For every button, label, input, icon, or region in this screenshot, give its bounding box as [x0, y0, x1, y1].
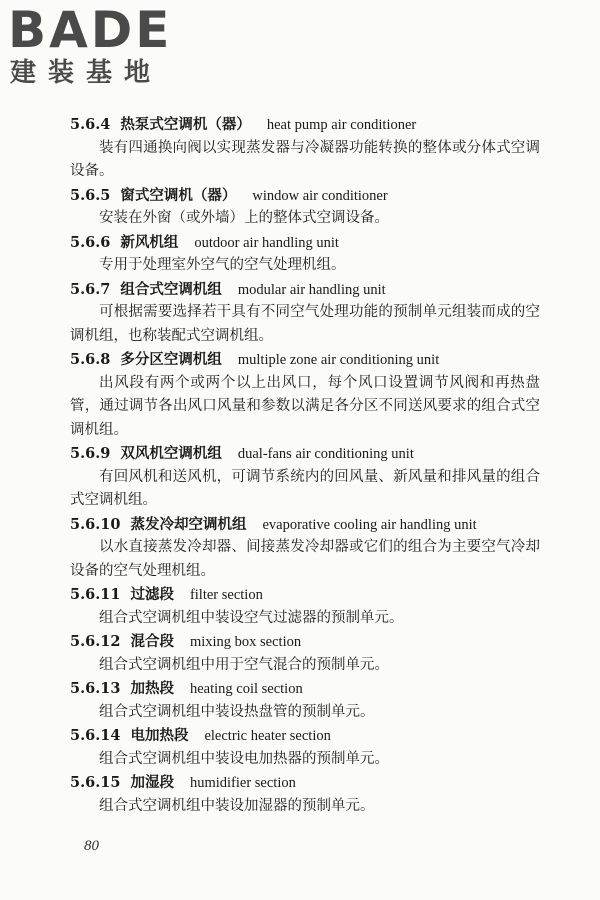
clause-number: 5.6.5: [70, 186, 111, 204]
chinese-term: 双风机空调机组: [120, 445, 222, 462]
chinese-term: 混合段: [130, 633, 174, 650]
glossary-entry: [70, 583, 540, 630]
entry-heading: [70, 724, 540, 748]
logo-chinese-name: 建装基地: [10, 58, 163, 88]
clause-number: 5.6.13: [70, 680, 121, 697]
clause-number: 5.6.9: [70, 445, 111, 462]
glossary-entry: [70, 677, 540, 724]
chinese-term: 新风机组: [120, 233, 179, 251]
clause-number: 5.6.7: [70, 280, 111, 298]
entry-heading: [70, 442, 540, 466]
entry-heading: [70, 771, 540, 795]
definition: 装有四通换向阀以实现蒸发器与冷凝器功能转换的整体或分体式空调设备。: [70, 139, 540, 179]
page-number: 80: [84, 838, 99, 854]
chinese-term: 电加热段: [130, 727, 189, 744]
glossary-entry: [70, 231, 540, 278]
clause-number: 5.6.4: [70, 116, 111, 133]
chinese-term: 加湿段: [130, 774, 174, 791]
glossary-entry: [70, 513, 540, 584]
definition: 组合式空调机组中装设电加热器的预制单元。: [99, 750, 389, 767]
english-term: modular air handling unit: [237, 281, 386, 298]
english-term: heating coil section: [189, 681, 303, 697]
clause-number: 5.6.14: [70, 727, 121, 744]
definition: 以水直接蒸发冷却器、间接蒸发冷却器或它们的组合为主要空气冷却设备的空气处理机组。: [70, 539, 540, 579]
chinese-term: 窗式空调机（器）: [120, 186, 237, 204]
chinese-term: 组合式空调机组: [120, 280, 222, 298]
glossary-entry: [70, 630, 540, 677]
entry-heading: [70, 231, 540, 255]
definition: 组合式空调机组中装设加湿器的预制单元。: [99, 797, 375, 814]
glossary-entry: [70, 771, 540, 818]
entry-heading: [70, 513, 540, 537]
english-term: outdoor air handling unit: [194, 234, 339, 251]
chinese-term: 过滤段: [130, 586, 174, 603]
clause-number: 5.6.6: [70, 233, 111, 251]
english-term: multiple zone air conditioning unit: [237, 352, 440, 368]
glossary-entry: [70, 724, 540, 771]
definition: 有回风机和送风机，可调节系统内的回风量、新风量和排风量的组合式空调机组。: [70, 468, 540, 508]
definition: 组合式空调机组中用于空气混合的预制单元。: [99, 656, 389, 673]
glossary-entry: [70, 113, 540, 184]
clause-number: 5.6.10: [70, 515, 121, 533]
glossary-content: [70, 113, 540, 818]
glossary-entry: [70, 442, 540, 513]
glossary-entry: [70, 184, 540, 231]
entry-heading: [70, 583, 540, 607]
english-term: mixing box section: [189, 634, 302, 650]
clause-number: 5.6.15: [70, 774, 121, 791]
english-term: electric heater section: [204, 728, 331, 744]
definition: 可根据需要选择若干具有不同空气处理功能的预制单元组装而成的空调机组，也称装配式空调机组。: [70, 304, 540, 344]
chinese-term: 多分区空调机组: [120, 351, 222, 368]
chinese-term: 加热段: [130, 680, 174, 697]
entry-heading: [70, 677, 540, 701]
definition: 组合式空调机组中装设空气过滤器的预制单元。: [99, 609, 404, 626]
english-term: dual-fans air conditioning unit: [237, 446, 414, 462]
clause-number: 5.6.11: [70, 586, 121, 603]
entry-heading: [70, 348, 540, 372]
logo: [6, 2, 206, 92]
english-term: humidifier section: [189, 775, 296, 791]
english-term: window air conditioner: [252, 187, 388, 204]
definition: 安装在外窗（或外墙）上的整体式空调设备。: [99, 210, 389, 226]
glossary-entry: [70, 348, 540, 442]
entry-heading: [70, 278, 540, 302]
english-term: heat pump air conditioner: [266, 117, 417, 133]
english-term: evaporative cooling air handling unit: [262, 516, 477, 533]
definition: 专用于处理室外空气的空气处理机组。: [99, 257, 346, 273]
entry-heading: [70, 113, 540, 137]
entry-heading: [70, 630, 540, 654]
glossary-entry: [70, 278, 540, 349]
definition: 组合式空调机组中装设热盘管的预制单元。: [99, 703, 375, 720]
logo-wordmark: BADE: [8, 1, 173, 59]
chinese-term: 蒸发冷却空调机组: [130, 515, 247, 533]
definition: 出风段有两个或两个以上出风口，每个风口设置调节风阀和再热盘管，通过调节各出风口风量和参数以满足各分区不同送风要求的组合式空调机组。: [70, 374, 540, 438]
entry-heading: [70, 184, 540, 208]
english-term: filter section: [189, 587, 263, 603]
clause-number: 5.6.12: [70, 633, 121, 650]
chinese-term: 热泵式空调机（器）: [120, 116, 251, 133]
clause-number: 5.6.8: [70, 351, 111, 368]
